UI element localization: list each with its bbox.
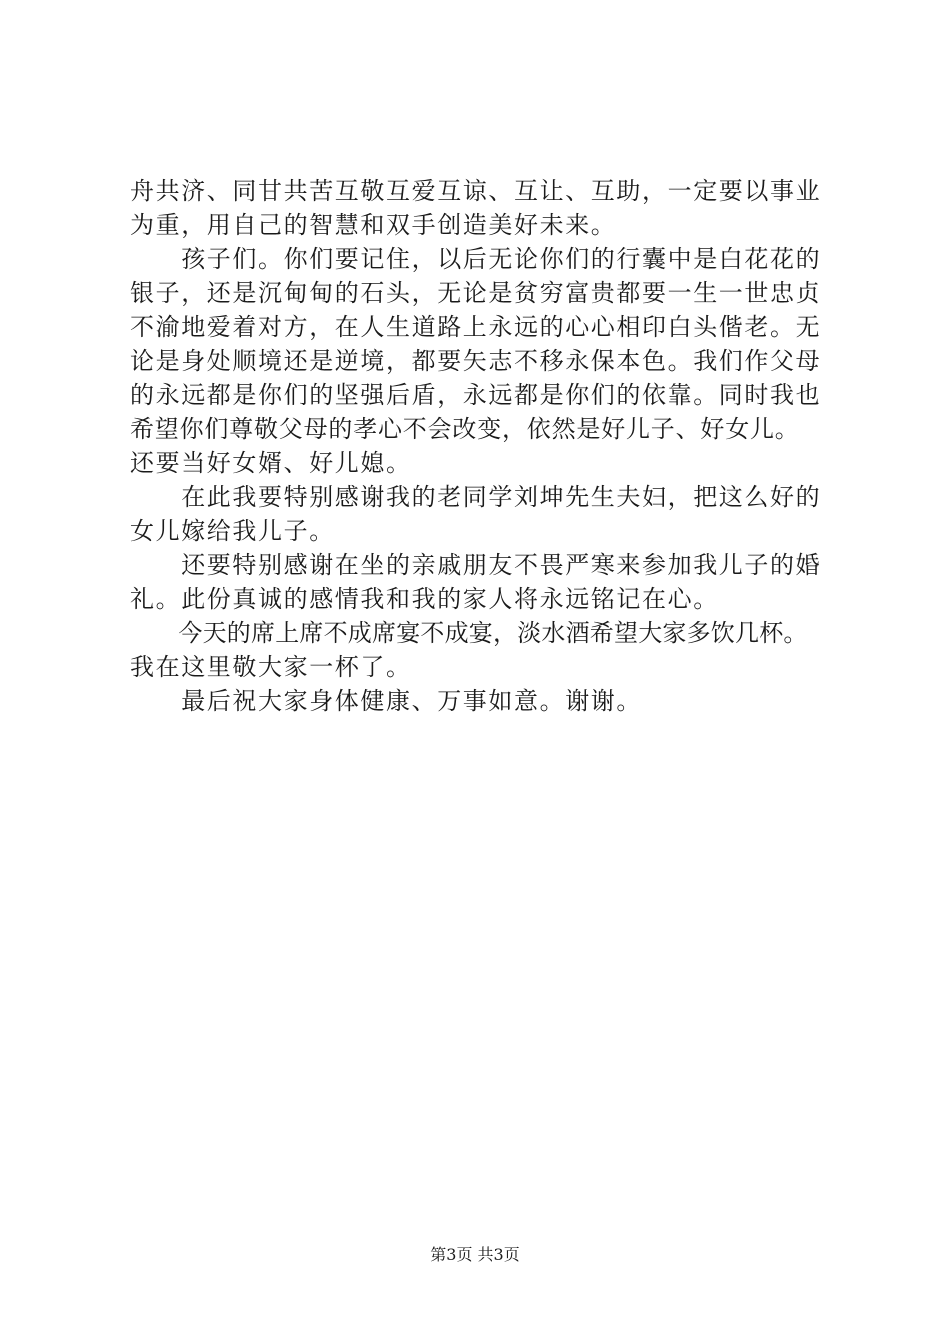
text-line: 女儿嫁给我儿子。 bbox=[130, 517, 335, 545]
text-line: 最后祝大家身体健康、万事如意。谢谢。 bbox=[130, 687, 642, 715]
text-line: 为重，用自己的智慧和双手创造美好未来。 bbox=[130, 211, 617, 239]
text-line: 礼。此份真诚的感情我和我的家人将永远铭记在心。 bbox=[130, 585, 719, 613]
text-line: 今天的席上席不成席宴不成宴，淡水酒希望大家多饮几杯。 bbox=[130, 619, 808, 647]
text-line: 的永远都是你们的坚强后盾，永远都是你们的依靠。同时我也 bbox=[130, 381, 822, 409]
text-line: 还要当好女婿、好儿媳。 bbox=[130, 449, 412, 477]
text-line: 孩子们。你们要记住，以后无论你们的行囊中是白花花的 bbox=[130, 245, 822, 273]
text-line: 舟共济、同甘共苦互敬互爱互谅、互让、互助，一定要以事业 bbox=[130, 177, 822, 205]
page-number-footer: 第3页 共3页 bbox=[430, 1245, 520, 1264]
text-line: 还要特别感谢在坐的亲戚朋友不畏严寒来参加我儿子的婚 bbox=[130, 551, 822, 579]
text-line: 我在这里敬大家一杯了。 bbox=[130, 653, 412, 681]
text-line: 希望你们尊敬父母的孝心不会改变，依然是好儿子、好女儿。 bbox=[130, 415, 800, 443]
text-line: 银子，还是沉甸甸的石头，无论是贫穷富贵都要一生一世忠贞 bbox=[130, 279, 822, 307]
text-line: 在此我要特别感谢我的老同学刘坤先生夫妇，把这么好的 bbox=[130, 483, 822, 511]
text-line: 不渝地爱着对方，在人生道路上永远的心心相印白头偕老。无 bbox=[130, 313, 822, 341]
body-text bbox=[130, 174, 850, 718]
text-line: 论是身处顺境还是逆境，都要矢志不移永保本色。我们作父母 bbox=[130, 347, 822, 375]
